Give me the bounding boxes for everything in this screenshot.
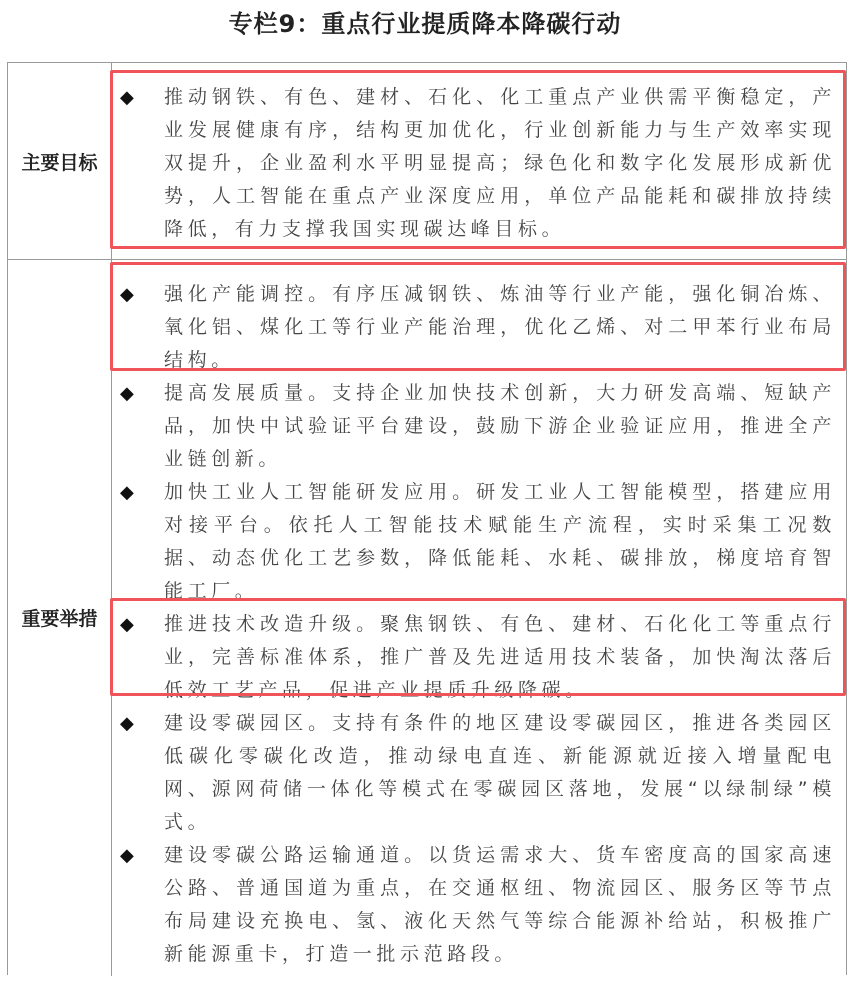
diamond-bullet-icon: ◆ — [120, 614, 134, 635]
list-item — [112, 608, 846, 707]
diamond-bullet-icon: ◆ — [120, 713, 134, 734]
policy-table — [7, 62, 847, 975]
diamond-bullet-icon: ◆ — [120, 482, 134, 503]
item-text: 加快工业人工智能研发应用。研发工业人工智能模型，搭建应用对接平台。依托人工智能技术赋能生产流程，实时采集工况数据、动态优化工艺参数，降低能耗、水耗、碳排放，梯度培育智能工厂。 — [164, 481, 836, 602]
item-text: 提高发展质量。支持企业加快技术创新，大力研发高端、短缺产品，加快中试验证平台建设，鼓励下游企业验证应用，推进全产业链创新。 — [164, 382, 836, 470]
page-title: 专栏9：重点行业提质降本降碳行动 — [228, 10, 622, 38]
list-item — [112, 839, 846, 971]
list-item — [112, 81, 846, 246]
list-item — [112, 707, 846, 839]
row-label: 主要目标 — [8, 63, 112, 259]
item-text: 建设零碳公路运输通道。以货运需求大、货车密度高的国家高速公路、普通国道为重点，在交通枢纽、物流园区、服务区等节点布局建设充换电、氢、液化天然气等综合能源补给站，积极推广新能源重卡，打造一批示范路段。 — [164, 844, 836, 965]
item-text: 建设零碳园区。支持有条件的地区建设零碳园区，推进各类园区低碳化零碳化改造，推动绿电直连、新能源就近接入增量配电网、源网荷储一体化等模式在零碳园区落地，发展“以绿制绿”模式。 — [164, 712, 836, 833]
list-item — [112, 278, 846, 377]
list-item — [112, 476, 846, 608]
diamond-bullet-icon: ◆ — [120, 87, 134, 108]
item-list — [112, 278, 846, 971]
list-item — [112, 377, 846, 476]
item-text: 强化产能调控。有序压减钢铁、炼油等行业产能，强化铜冶炼、氧化铝、煤化工等行业产能治理，优化乙烯、对二甲苯行业布局结构。 — [164, 283, 836, 371]
table-row-key-measures — [8, 259, 846, 976]
diamond-bullet-icon: ◆ — [120, 845, 134, 866]
item-list — [112, 81, 846, 246]
item-text: 推动钢铁、有色、建材、石化、化工重点产业供需平衡稳定，产业发展健康有序，结构更加优化，行业创新能力与生产效率实现双提升，企业盈利水平明显提高；绿色化和数字化发展形成新优势，人工智能在重点产业深度应用，单位产品能耗和碳排放持续降低，有力支撑我国实现碳达峰目标。 — [164, 86, 836, 240]
item-text: 推进技术改造升级。聚焦钢铁、有色、建材、石化化工等重点行业，完善标准体系，推广普及先进适用技术装备，加快淘汰落后低效工艺产品，促进产业提质升级降碳。 — [164, 613, 836, 701]
diamond-bullet-icon: ◆ — [120, 284, 134, 305]
table-row-main-goals — [8, 63, 846, 260]
row-label: 重要举措 — [8, 259, 112, 976]
diamond-bullet-icon: ◆ — [120, 383, 134, 404]
